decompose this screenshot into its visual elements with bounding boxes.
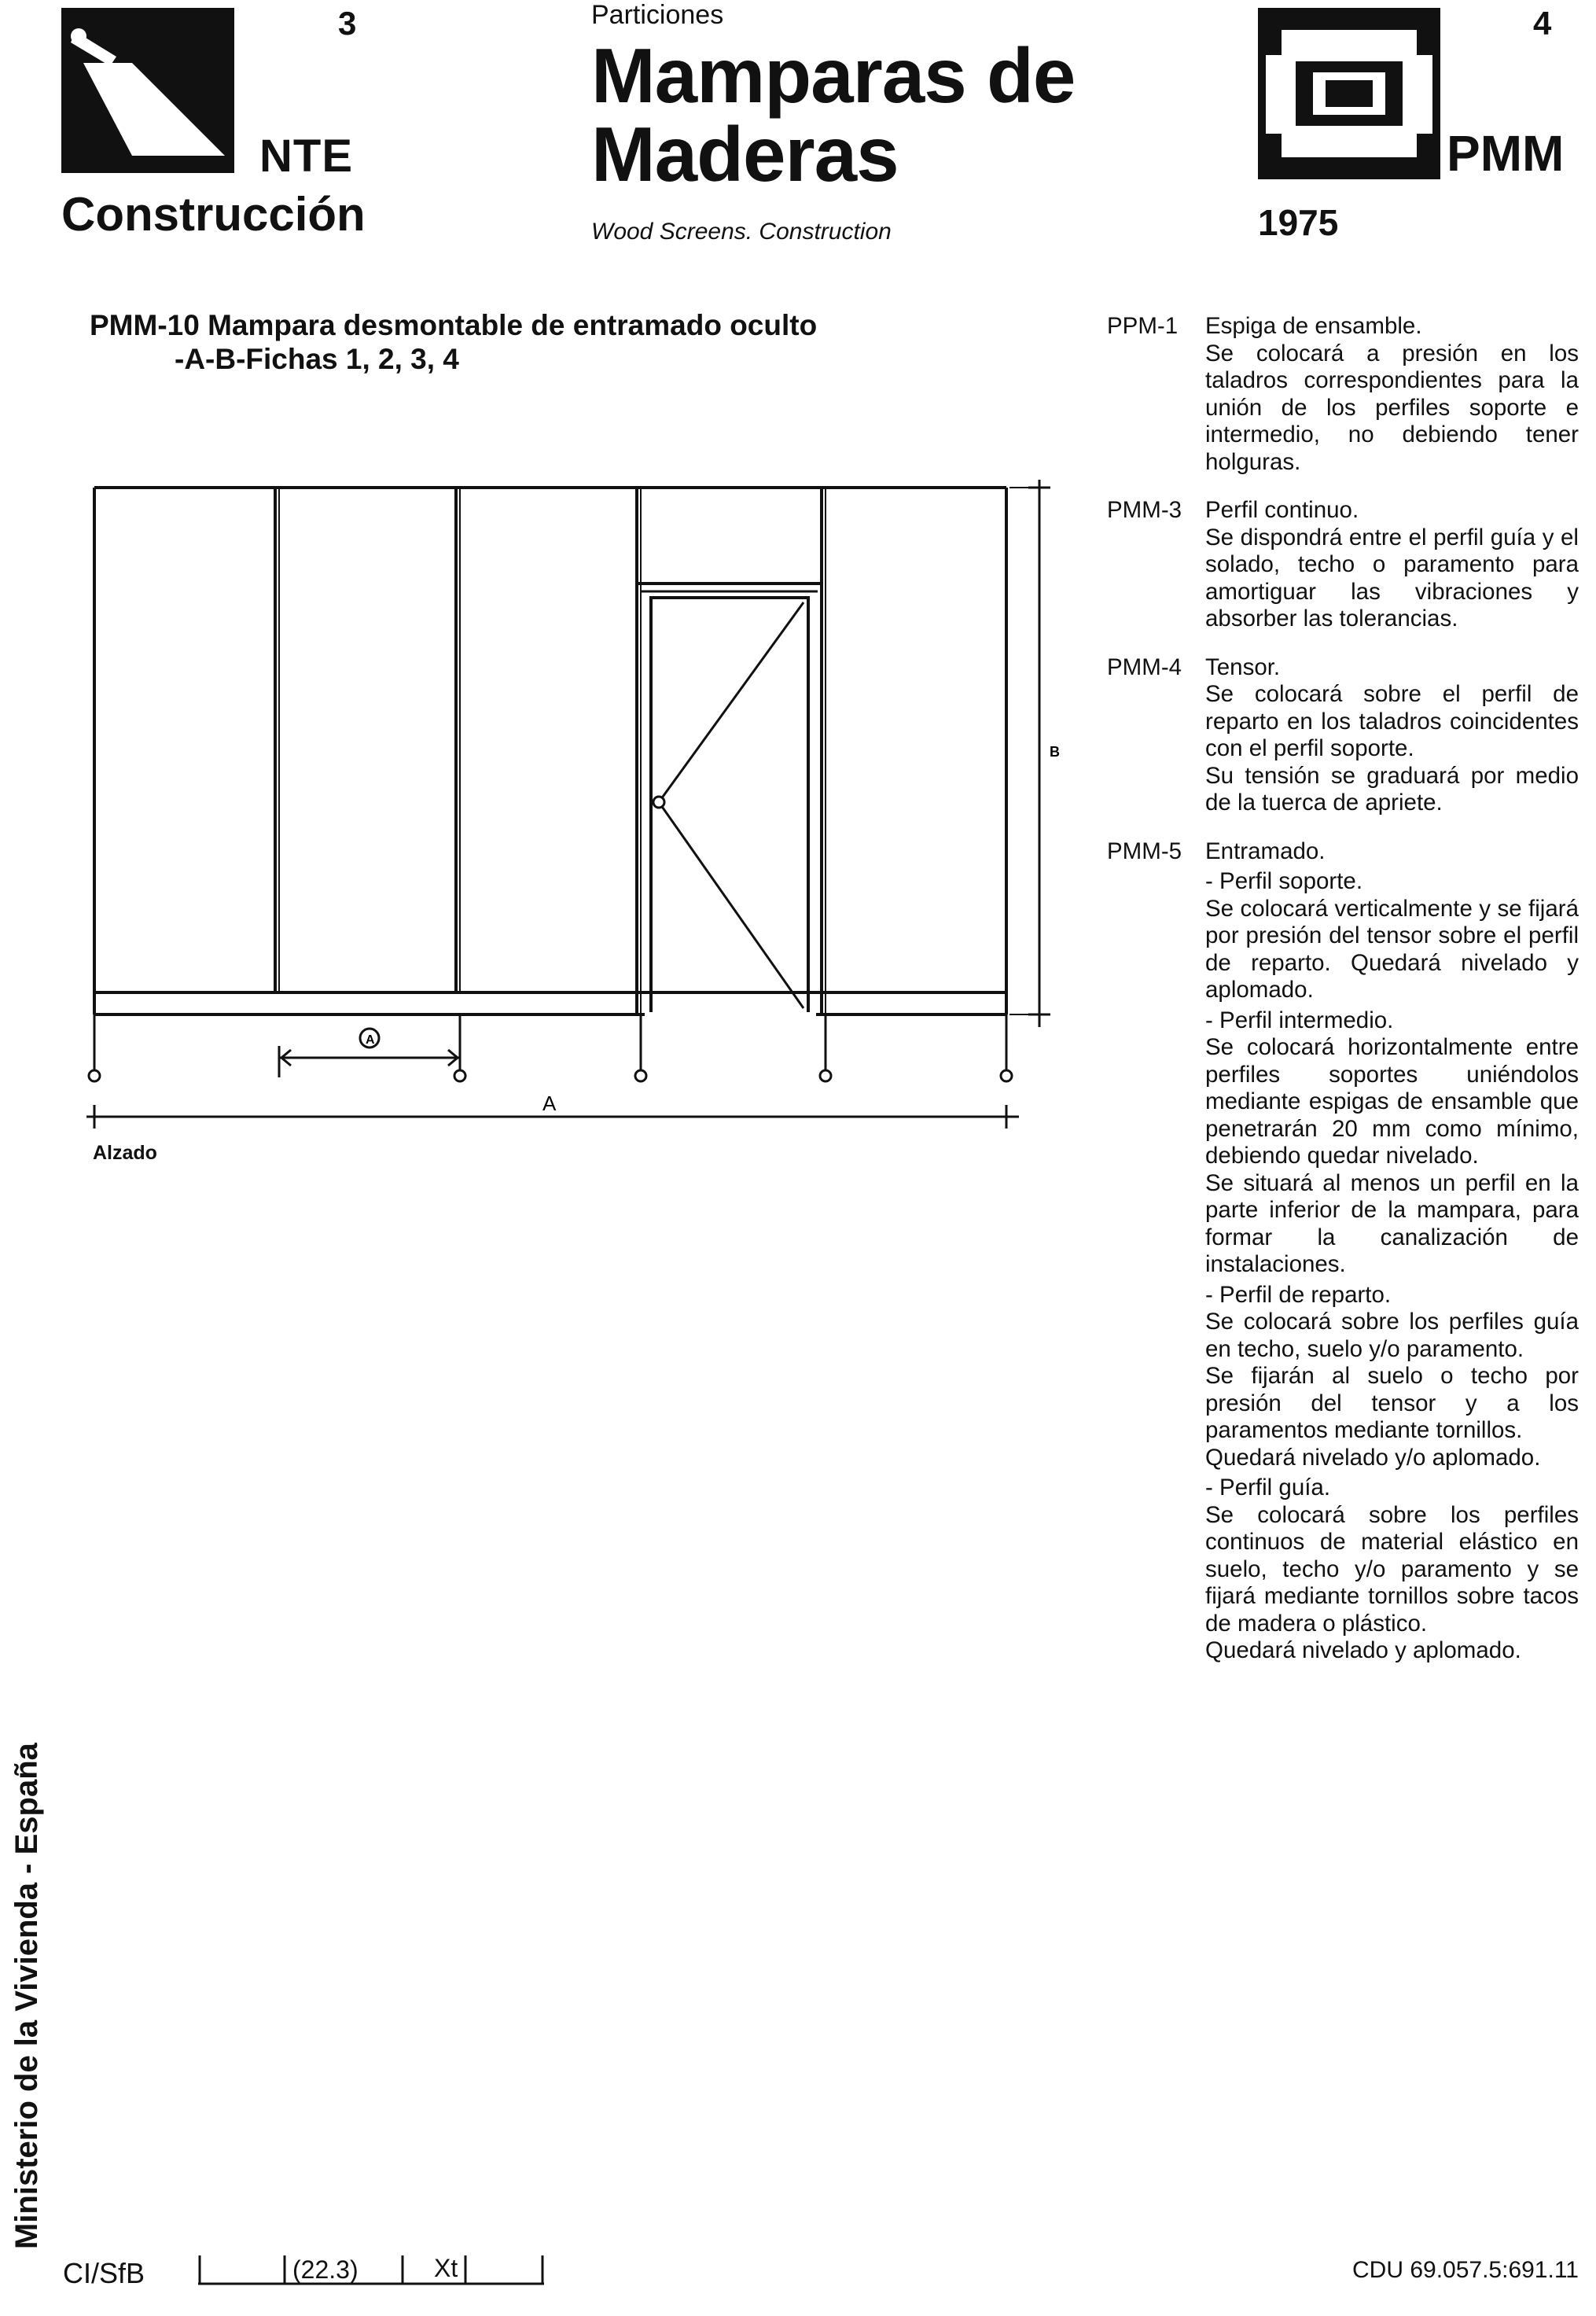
nte-label: NTE [259,131,353,182]
spec-paragraph: Su tensión se graduará por medio de la tuerca de apriete. [1205,762,1579,816]
spec-item [1107,838,1579,1665]
cisfb-code: (22.3) [292,2255,359,2284]
document-title-line-1: Mamparas de [591,32,1076,119]
spec-subheading: - Perfil soporte. [1205,868,1363,894]
spec-title: Entramado. [1205,838,1326,864]
spec-title: Espiga de ensamble. [1205,313,1422,339]
spec-paragraph: Quedará nivelado y aplomado. [1205,1637,1521,1663]
spec-code: PMM-3 [1107,497,1182,523]
figure-caption: Alzado [93,1142,157,1164]
spec-paragraph: Se colocará a presión en los taladros correspondientes para la unión de los perfiles soporte e intermedio, no debiendo tener holguras. [1205,340,1579,475]
screen-elevation-drawing [79,464,1069,1148]
spec-code: PMM-4 [1107,654,1182,680]
pmm-code-label: PMM [1447,125,1565,182]
spec-subheading: - Perfil intermedio. [1205,1007,1394,1033]
spec-paragraph: Se colocará sobre los perfiles guía en techo, suelo y/o paramento. [1205,1309,1579,1362]
sheet-number-right: 4 [1533,5,1552,42]
document-subtitle: Wood Screens. Construction [591,219,892,245]
spec-paragraph: Se colocará horizontalmente entre perfiles soportes uniéndolos mediante espigas de ensamble que penetrarán 20 mm como mínimo, debiendo quedar nivelado. [1205,1034,1579,1169]
height-dimension-label: B [1050,744,1060,760]
document-title-line-2: Maderas [591,111,899,197]
spec-code: PPM-1 [1107,313,1179,339]
cdu-code: CDU 69.057.5:691.11 [1352,2257,1579,2283]
year-label: 1975 [1258,202,1339,243]
spec-paragraph: Se colocará sobre el perfil de reparto en los taladros coincidentes con el perfil soporte. [1205,681,1579,761]
spec-subheading: - Perfil guía. [1205,1475,1331,1500]
nte-trowel-logo [61,8,234,173]
module-dimension-label: A [366,1033,375,1047]
spec-item [1107,654,1579,817]
width-dimension-label: A [542,1092,557,1115]
sheet-number-left: 3 [338,5,357,42]
spec-paragraph: Se dispondrá entre el perfil guía y el solado, techo o paramento para amortiguar las vibraciones y absorber las tolerancias. [1205,524,1579,631]
construccion-label: Construcción [61,188,366,241]
spec-title: Tensor. [1205,654,1281,680]
figure-title: PMM-10 Mampara desmontable de entramado oculto [90,309,818,341]
spec-list [1107,313,1579,1686]
spec-paragraph: Quedará nivelado y/o aplomado. [1205,1444,1541,1471]
pmm-screen-logo [1258,8,1440,179]
figure-subtitle: -A-B-Fichas 1, 2, 3, 4 [175,343,459,375]
cisfb-x-code: Xt [434,2254,458,2282]
spec-subheading: - Perfil de reparto. [1205,1281,1392,1308]
spec-paragraph: Se colocará verticalmente y se fijará por presión del tensor sobre el perfil de reparto. Quedará nivelado y aplomado. [1205,895,1579,1003]
cisfb-classification-box [198,2248,544,2287]
cisfb-label: CI/SfB [63,2257,145,2289]
spec-paragraph: Se fijarán al suelo o techo por presión del tensor y a los paramentos mediante tornillos. [1205,1363,1579,1443]
spec-title: Perfil continuo. [1205,497,1359,523]
section-label: Particiones [591,0,724,30]
spec-item [1107,497,1579,633]
spec-paragraph: Se situará al menos un perfil en la parte inferior de la mampara, para formar la canalización de instalaciones. [1205,1169,1579,1277]
spec-paragraph: Se colocará sobre los perfiles continuos de material elástico en suelo, techo y/o paramento y se fijará mediante tornillos sobre tacos de madera o plástico. [1205,1501,1579,1637]
ministry-side-label: Ministerio de la Vivienda - España [9,1743,44,2249]
spec-item [1107,313,1579,476]
spec-code: PMM-5 [1107,838,1182,864]
